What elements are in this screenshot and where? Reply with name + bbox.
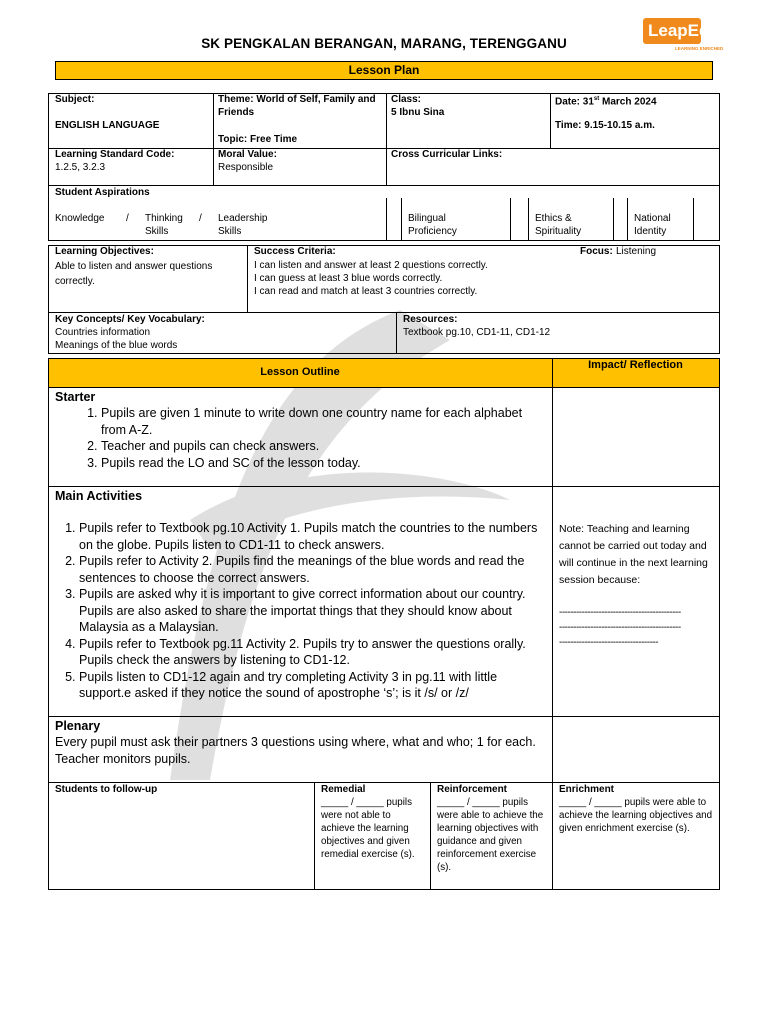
impact-reflection-header: Impact/ Reflection — [588, 359, 683, 371]
aspiration-national-identity: National Identity — [634, 213, 671, 237]
resources-label: Resources: — [403, 314, 458, 325]
success-criteria-3: I can read and match at least 3 countries correctly. — [254, 286, 478, 297]
enrichment-text: _____ / _____ pupils were able to achieve the learning objectives and given enrichment exercise (s). — [559, 797, 713, 834]
lesson-outline-header: Lesson Outline — [260, 366, 340, 378]
main-activities-list — [55, 520, 549, 702]
main-activities-label: Main Activities — [55, 489, 143, 503]
aspiration-knowledge: Knowledge — [55, 213, 105, 224]
aspiration-ethics-spirituality: Ethics & Spirituality — [535, 213, 582, 237]
main-activity-item: 4. Pupils refer to Textbook pg.11 Activity 2. Pupils try to answer the questions orally. Pupils check the answers by listening to CD1-12. — [79, 636, 549, 669]
reflection-dashes-2: ------------------------------------------- — [559, 622, 681, 633]
success-criteria-2: I can guess at least 3 blue words correctly. — [254, 273, 443, 284]
focus-label: Focus: — [580, 246, 613, 257]
starter-item: 3. Pupils read the LO and SC of the lesson today. — [101, 455, 550, 472]
lesson-plan-title: Lesson Plan — [55, 61, 713, 80]
remedial-text: _____ / _____ pupils were not able to achieve the learning objectives and given remedial exercise (s). — [321, 797, 415, 860]
learning-standard-value: 1.2.5, 3.2.3 — [55, 162, 106, 173]
main-activity-item: 1. Pupils refer to Textbook pg.10 Activity 1. Pupils match the countries to the numbers on the globe. Pupils listen to CD1-11 to check answers. — [79, 520, 549, 553]
cross-curricular-label: Cross Curricular Links: — [391, 149, 503, 160]
reinforcement-text: _____ / _____ pupils were able to achieve the learning objectives with guidance and given reinforcement exercise (s). — [437, 797, 544, 873]
main-activity-item: 2. Pupils refer to Activity 2. Pupils find the meanings of the blue words and read the sentences to choose the correct answers. — [79, 553, 549, 586]
students-follow-up-label: Students to follow-up — [55, 784, 158, 795]
leaped-logo: LeapEd LEARNING ENRICHED — [641, 8, 727, 54]
reflection-note: Note: Teaching and learning cannot be carried out today and will continue in the next learning session because: — [559, 523, 708, 586]
focus-value: Listening — [616, 246, 657, 257]
reinforcement-label: Reinforcement — [437, 784, 508, 795]
learning-objectives-label: Learning Objectives: — [55, 246, 154, 257]
main-activity-item: 3. Pupils are asked why it is important to give correct information about our country. Pupils are also asked to share the importat things that they should know about Malaysia as a Malaysian. — [79, 586, 549, 636]
moral-value: Responsible — [218, 162, 274, 173]
plenary-label: Plenary — [55, 719, 101, 733]
moral-value-label: Moral Value: — [218, 149, 277, 160]
success-criteria-1: I can listen and answer at least 2 questions correctly. — [254, 260, 488, 271]
reflection-dashes-1: ------------------------------------------- — [559, 607, 681, 618]
aspirations-label: Student Aspirations — [55, 187, 150, 198]
school-name: SK PENGKALAN BERANGAN, MARANG, TERENGGANU — [201, 36, 567, 51]
learning-standard-label: Learning Standard Code: — [55, 149, 175, 160]
starter-item: 2. Teacher and pupils can check answers. — [101, 438, 550, 455]
time: Time: 9.15-10.15 a.m. — [555, 120, 655, 131]
aspiration-thinking-skills: Thinking Skills — [145, 213, 183, 237]
reflection-dashes-3: ----------------------------------- — [559, 637, 659, 648]
key-concepts-label: Key Concepts/ Key Vocabulary: — [55, 314, 205, 325]
learning-objectives-value: Able to listen and answer questions correctly. — [55, 261, 213, 287]
starter-item: 1. Pupils are given 1 minute to write down one country name for each alphabet from A-Z. — [101, 405, 550, 438]
starter-label: Starter — [55, 390, 96, 404]
date: Date: 31st March 2024 — [555, 96, 657, 108]
subject-label: Subject: — [55, 94, 95, 105]
aspiration-knowledge-mark: / — [126, 213, 129, 224]
key-concept-2: Meanings of the blue words — [55, 340, 178, 351]
success-criteria-label: Success Criteria: — [254, 246, 336, 257]
key-concept-1: Countries information — [55, 327, 151, 338]
starter-list — [55, 405, 550, 471]
topic: Topic: Free Time — [218, 134, 298, 145]
theme: Theme: World of Self, Family and Friends — [218, 94, 376, 118]
aspiration-leadership-skills: Leadership Skills — [218, 213, 268, 237]
aspiration-bilingual-proficiency: Bilingual Proficiency — [408, 213, 457, 237]
class-value: 5 Ibnu Sina — [391, 107, 445, 118]
class-label: Class: — [391, 94, 422, 105]
aspiration-thinking-mark: / — [199, 213, 202, 224]
resources-value: Textbook pg.10, CD1-11, CD1-12 — [403, 327, 551, 338]
remedial-label: Remedial — [321, 784, 366, 795]
enrichment-label: Enrichment — [559, 784, 615, 795]
subject-value: ENGLISH LANGUAGE — [55, 120, 160, 131]
plenary-text: Every pupil must ask their partners 3 questions using where, what and who; 1 for each. Teacher monitors pupils. — [55, 735, 536, 766]
main-activity-item: 5. Pupils listen to CD1-12 again and try completing Activity 3 in pg.11 with little support.e asked if they notice the sound of apostrophe ‘s’; is it /s/ or /z/ — [79, 669, 549, 702]
